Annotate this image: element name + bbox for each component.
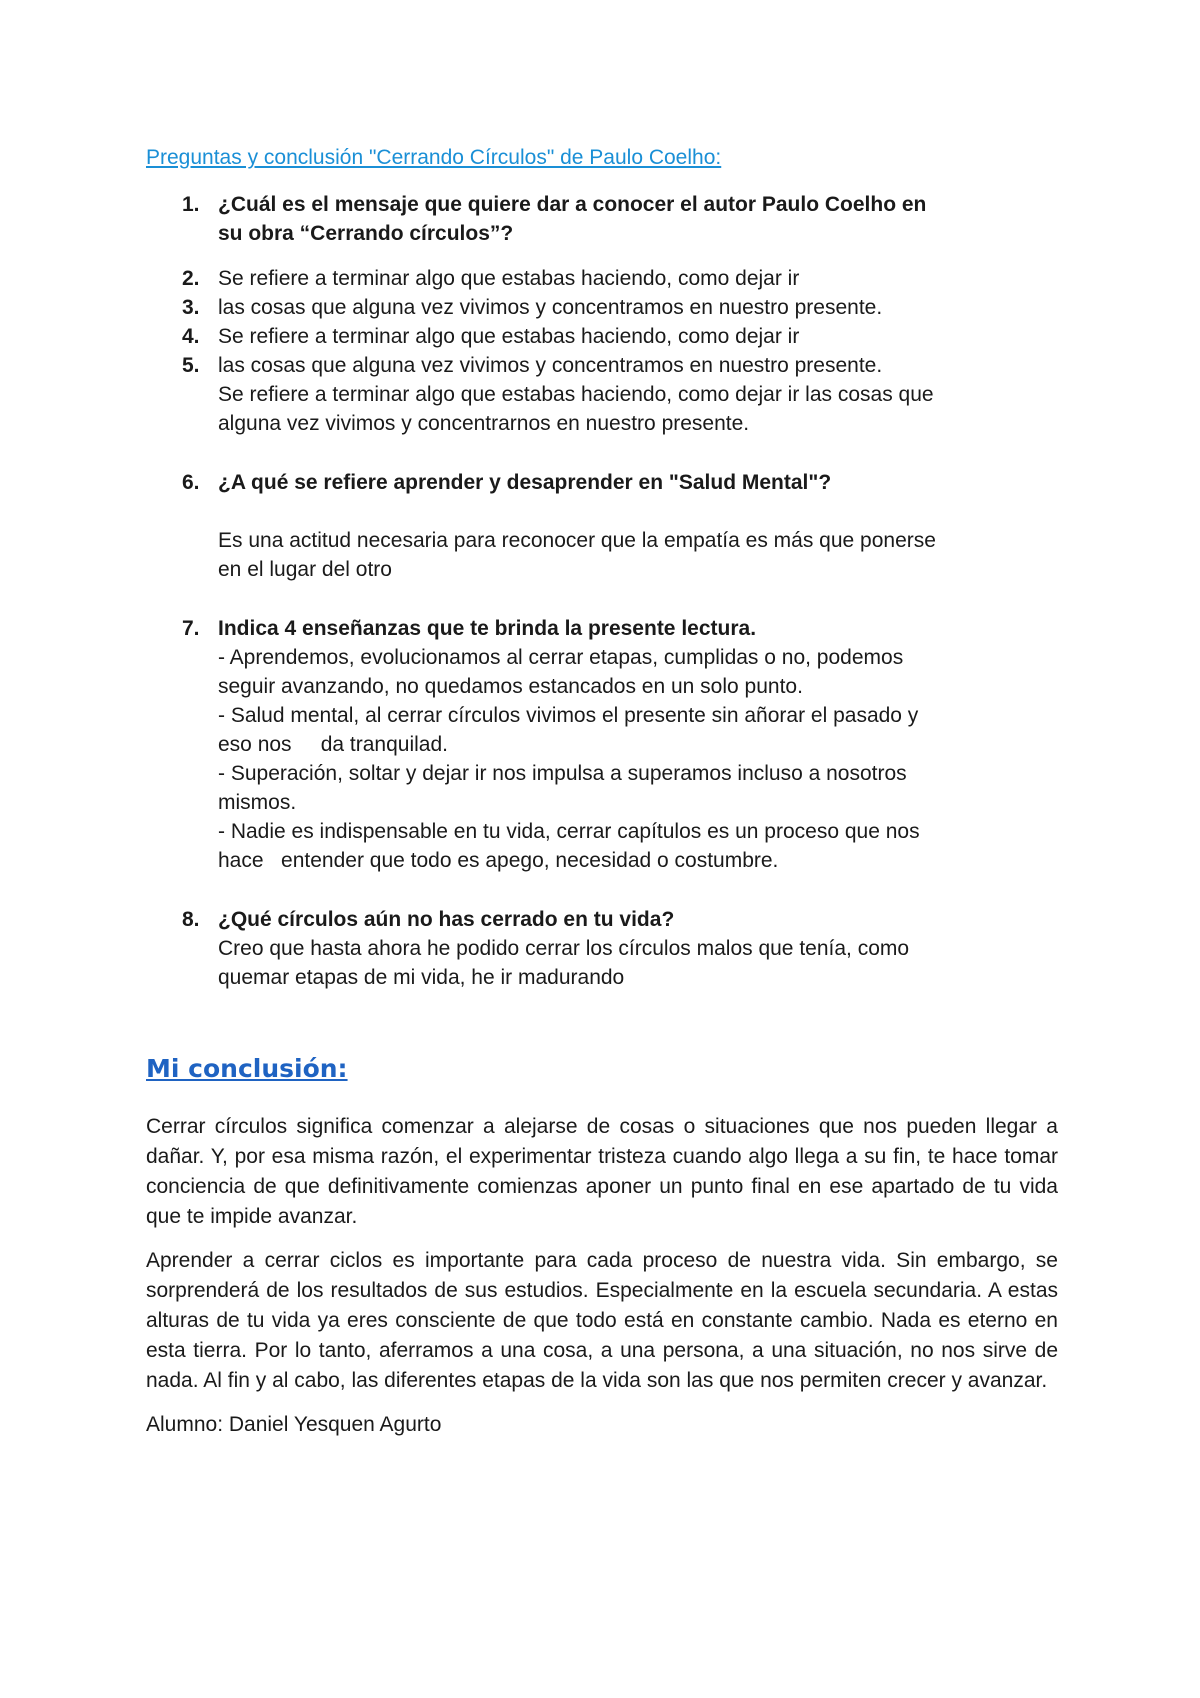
item-number: 7.: [182, 617, 200, 640]
item-number: 2.: [182, 267, 200, 290]
questions-list: [146, 190, 1066, 992]
answer-line: las cosas que alguna vez vivimos y concentramos en nuestro presente.: [218, 354, 883, 377]
answer-line: Es una actitud necesaria para reconocer que la empatía es más que ponerse: [218, 529, 936, 552]
answer-line: alguna vez vivimos y concentrarnos en nuestro presente.: [218, 412, 750, 435]
question-line: ¿Cuál es el mensaje que quiere dar a conocer el autor Paulo Coelho en: [218, 193, 927, 216]
question-line: su obra “Cerrando círculos”?: [218, 222, 514, 245]
author-line: Alumno: Daniel Yesquen Agurto: [146, 1413, 442, 1436]
answer-line: - Nadie es indispensable en tu vida, cerrar capítulos es un proceso que nos: [218, 820, 920, 843]
list-item-7: [146, 614, 1066, 875]
item-number: 5.: [182, 354, 200, 377]
list-item-1: [146, 190, 1066, 248]
conclusion-paragraph: Aprender a cerrar ciclos es importante para cada proceso de nuestra vida. Sin embargo, se sorprenderá de los resultados de sus estudios. Especialmente en la escuela secundaria. A estas alturas de tu vida ya eres consciente de que todo está en constante cambio. Nada es eterno en esta tierra. Por lo tanto, aferramos a una cosa, a una persona, a una situación, no nos sirve de nada. Al fin y al cabo, las diferentes etapas de la vida son las que nos permiten crecer y avanzar.: [146, 1249, 1058, 1392]
question-line: ¿Qué círculos aún no has cerrado en tu vida?: [218, 908, 675, 931]
conclusion-body: [146, 1112, 1058, 1440]
answer-line: eso nos da tranquilad.: [218, 733, 448, 756]
item-number: 1.: [182, 193, 200, 216]
item-number: 4.: [182, 325, 200, 348]
question-line: ¿A qué se refiere aprender y desaprender en "Salud Mental"?: [218, 471, 832, 494]
conclusion-paragraph: Cerrar círculos significa comenzar a alejarse de cosas o situaciones que nos pueden llegar a dañar. Y, por esa misma razón, el experimentar tristeza cuando algo llega a su fin, te hace tomar conciencia de que definitivamente comienzas aponer un punto final en ese apartado de tu vida que te impide avanzar.: [146, 1115, 1058, 1228]
item-number: 8.: [182, 908, 200, 931]
answer-line: - Salud mental, al cerrar círculos vivimos el presente sin añorar el pasado y: [218, 704, 919, 727]
answer-line: - Superación, soltar y dejar ir nos impulsa a superamos incluso a nosotros: [218, 762, 907, 785]
conclusion-heading: Mi conclusión:: [146, 1054, 348, 1083]
answer-line: - Aprendemos, evolucionamos al cerrar etapas, cumplidas o no, podemos: [218, 646, 904, 669]
list-item-3: [146, 293, 1066, 322]
answer-line: hace entender que todo es apego, necesidad o costumbre.: [218, 849, 779, 872]
item-number: 3.: [182, 296, 200, 319]
answer-line: Se refiere a terminar algo que estabas haciendo, como dejar ir las cosas que: [218, 383, 934, 406]
answer-line: mismos.: [218, 791, 297, 814]
answer-line: Se refiere a terminar algo que estabas haciendo, como dejar ir: [218, 267, 800, 290]
list-item-5: [146, 351, 1066, 380]
answer-line: en el lugar del otro: [218, 558, 392, 581]
list-item-continuation: [146, 380, 1066, 438]
item-number: 6.: [182, 471, 200, 494]
list-item-2: [146, 264, 1066, 293]
document-title: Preguntas y conclusión "Cerrando Círculos" de Paulo Coelho:: [146, 146, 722, 169]
answer-line: Creo que hasta ahora he podido cerrar los círculos malos que tenía, como: [218, 937, 910, 960]
answer-line: quemar etapas de mi vida, he ir madurando: [218, 966, 625, 989]
list-item-8: [146, 905, 1066, 992]
answer-line: las cosas que alguna vez vivimos y concentramos en nuestro presente.: [218, 296, 883, 319]
list-item-4: [146, 322, 1066, 351]
answer-line: seguir avanzando, no quedamos estancados en un solo punto.: [218, 675, 803, 698]
list-item-6: [146, 468, 1066, 584]
question-line: Indica 4 enseñanzas que te brinda la presente lectura.: [218, 617, 757, 640]
answer-line: Se refiere a terminar algo que estabas haciendo, como dejar ir: [218, 325, 800, 348]
